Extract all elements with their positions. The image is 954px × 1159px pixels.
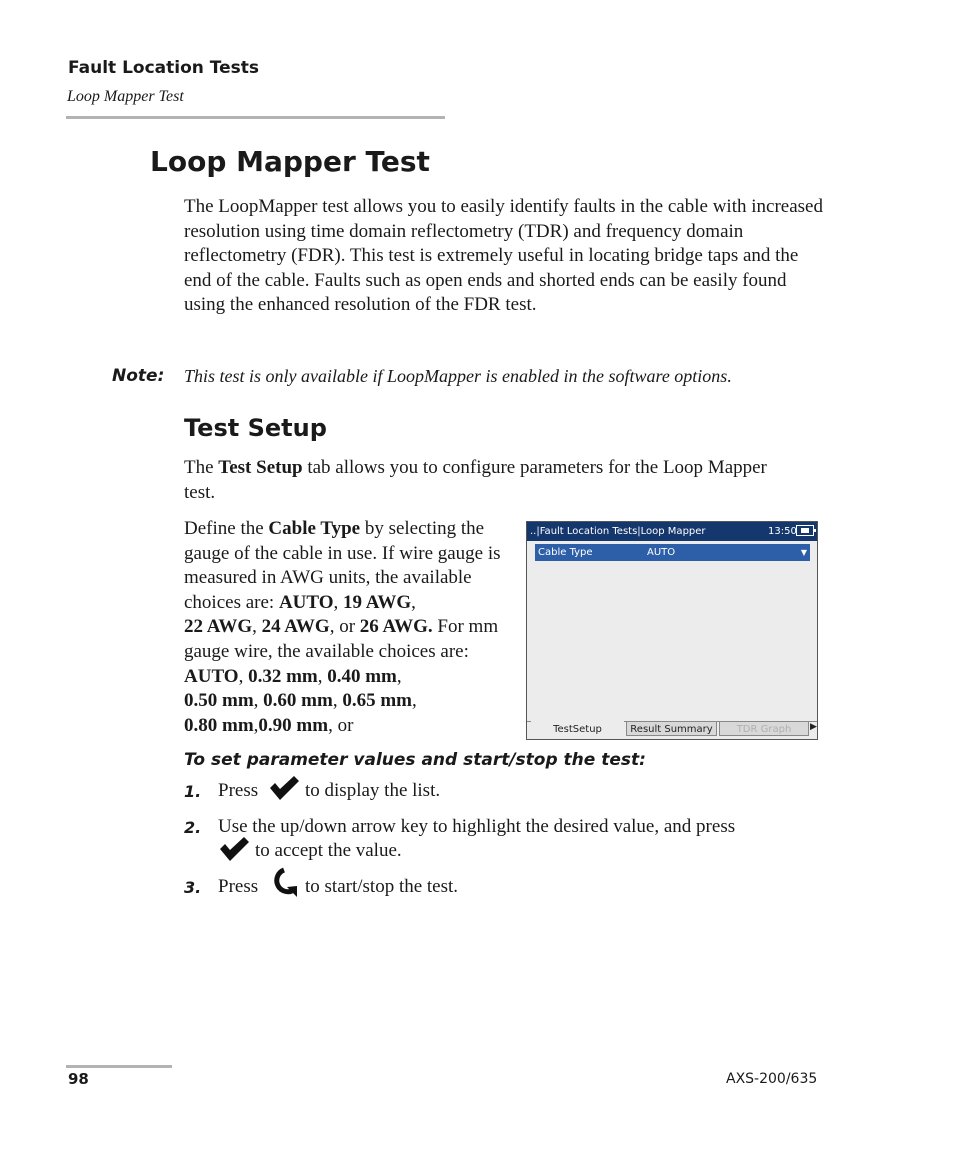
choice-value: 0.65 mm	[342, 690, 412, 712]
choice-value: 0.32 mm	[248, 665, 318, 687]
device-breadcrumb[interactable]: ..|Fault Location Tests|Loop Mapper	[530, 526, 706, 537]
para-bold: Cable Type	[268, 518, 361, 539]
choice-value: 24 AWG	[261, 616, 330, 638]
tab-result-summary[interactable]: Result Summary	[626, 721, 717, 736]
choice-value: 0.80 mm	[184, 714, 254, 736]
choice-value: AUTO	[278, 591, 334, 613]
page-title: Loop Mapper Test	[150, 145, 430, 178]
note-label: Note:	[112, 366, 165, 386]
para-text: ,	[411, 690, 417, 712]
choice-value: 0.50 mm	[184, 690, 254, 712]
step-text: to start/stop the test.	[305, 876, 459, 897]
choice-value: 0.90 mm	[258, 714, 329, 736]
device-title-bar	[527, 522, 817, 541]
step-number: 1.	[184, 782, 202, 801]
choice-value: 0.40 mm	[327, 665, 397, 687]
test-setup-intro	[184, 456, 784, 505]
para-text: , or	[328, 714, 354, 736]
tab-test-setup[interactable]: TestSetup	[531, 721, 624, 736]
product-model: AXS-200/635	[726, 1071, 818, 1087]
intro-paragraph: The LoopMapper test allows you to easily identify faults in the cable with increased resolution using time domain reflectometry (TDR) and frequency domain reflectometry (FDR). This test is extremely useful in locating bridge taps and the end of the cable. Faults such as open ends and shorted ends can be easily found using the enhanced resolution of the FDR test.	[184, 196, 823, 316]
cable-type-select[interactable]	[535, 544, 810, 561]
para-text: ,	[332, 690, 343, 712]
choice-value: 0.60 mm	[263, 690, 333, 712]
test-setup-heading: Test Setup	[184, 414, 327, 442]
checkmark-icon	[268, 775, 300, 801]
step-text: to display the list.	[305, 780, 441, 801]
intro-text: The	[184, 457, 219, 478]
step-number: 3.	[184, 878, 202, 897]
footer-rule	[66, 1065, 172, 1068]
note-text: This test is only available if LoopMapper is enabled in the software options.	[184, 366, 732, 386]
para-text: For mm gauge wire, the available choices are:	[184, 616, 499, 662]
para-text: Define the	[184, 518, 269, 539]
choice-value: 19 AWG	[343, 591, 412, 613]
para-text: ,	[252, 616, 262, 638]
para-text: ,	[411, 591, 416, 613]
para-text: , or	[329, 616, 360, 638]
step-number: 2.	[184, 818, 202, 837]
step-text: Press	[218, 780, 259, 801]
procedure-title: To set parameter values and start/stop the test:	[184, 750, 646, 770]
step-text: to accept the value.	[255, 840, 402, 861]
checkmark-icon	[218, 836, 250, 862]
cable-type-label: Cable Type	[538, 547, 593, 558]
para-text: ,	[317, 665, 328, 687]
step-text: Press	[218, 876, 259, 897]
page-number: 98	[68, 1070, 89, 1088]
device-clock: 13:50	[768, 526, 797, 537]
header-rule	[66, 116, 445, 119]
para-text: ,	[253, 690, 264, 712]
choice-value: 22 AWG	[184, 616, 253, 638]
step-text: Use the up/down arrow key to highlight the desired value, and press	[218, 816, 736, 837]
cable-type-paragraph	[184, 517, 516, 738]
tab-scroll-right-icon[interactable]: ▶	[810, 722, 817, 732]
para-text: ,	[396, 665, 402, 687]
para-text: ,	[333, 591, 344, 613]
running-header-section: Fault Location Tests	[68, 58, 260, 78]
battery-icon	[796, 525, 814, 536]
start-stop-icon	[268, 866, 300, 900]
para-text: ,	[238, 665, 249, 687]
intro-text: tab allows you to configure parameters for the Loop Mapper test.	[184, 457, 767, 503]
intro-bold-tab-name: Test Setup	[218, 457, 303, 478]
choice-value: AUTO	[184, 665, 239, 687]
cable-type-value: AUTO	[647, 547, 676, 558]
choice-value: 26 AWG.	[359, 616, 433, 638]
device-tab-bar	[527, 721, 817, 739]
device-screenshot	[526, 521, 818, 740]
para-text: ,	[253, 714, 259, 736]
running-header-subsection: Loop Mapper Test	[67, 88, 184, 105]
dropdown-arrow-icon[interactable]: ▼	[800, 548, 808, 557]
tab-tdr-graph[interactable]: TDR Graph	[719, 721, 809, 736]
para-text: by selecting the gauge of the cable in use. If wire gauge is measured in AWG units, the available choices are:	[184, 518, 501, 613]
